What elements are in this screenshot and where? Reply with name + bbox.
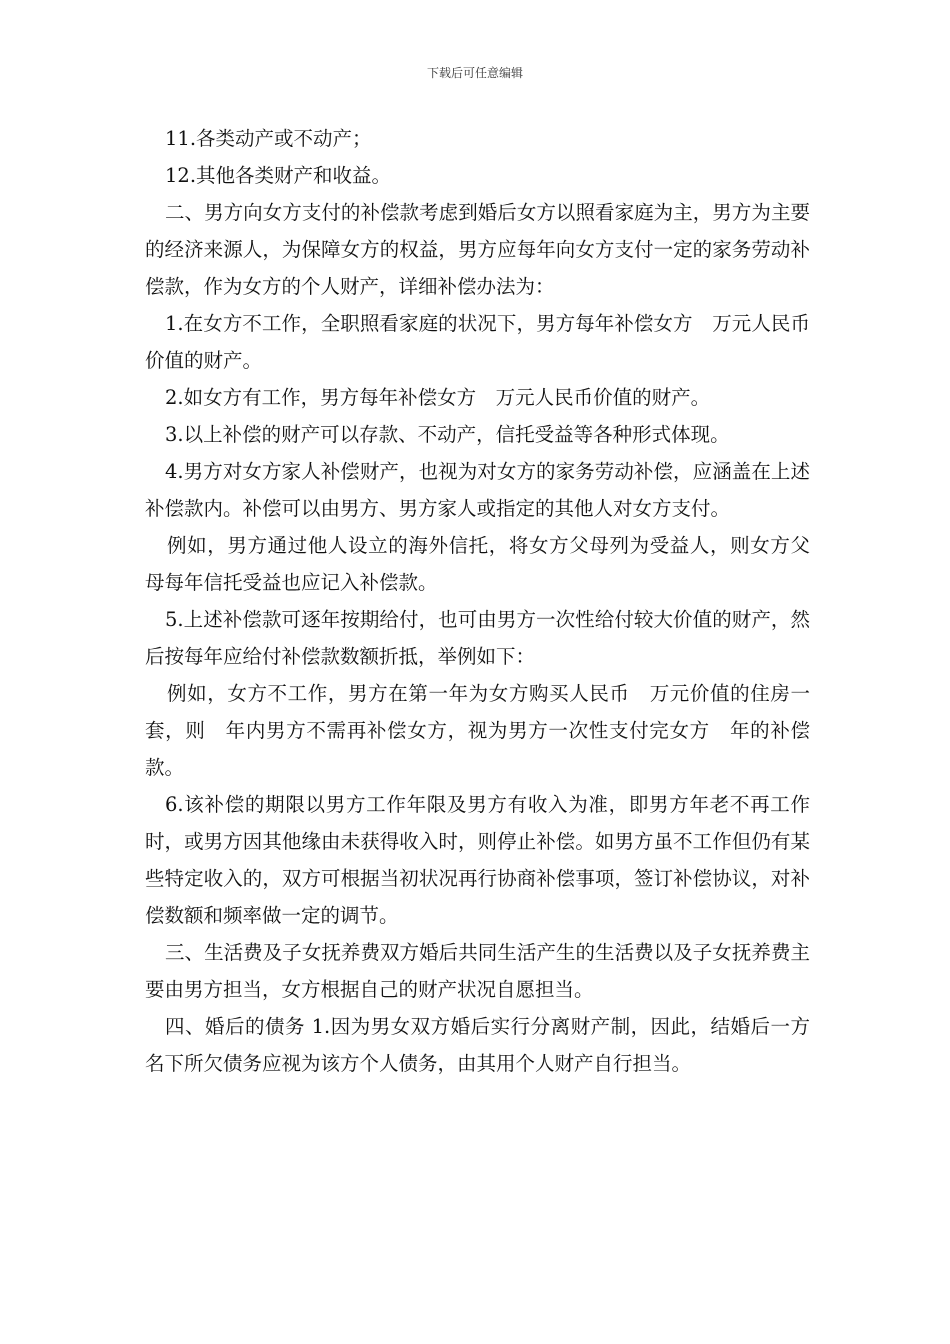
paragraph-item-6: 6.该补偿的期限以男方工作年限及男方有收入为准，即男方年老不再工作时，或男方因其他缘由未获得收入时，则停止补偿。如男方虽不工作但仍有某些特定收入的，双方可根据当初状况再行协商补偿事项，签订补偿协议，对补偿数额和频率做一定的调节。 xyxy=(145,793,810,927)
paragraph-section-4: 四、婚后的债务 1.因为男女双方婚后实行分离财产制，因此，结婚后一方名下所欠债务应视为该方个人债务，由其用个人财产自行担当。 xyxy=(145,1015,810,1075)
paragraph-item-4: 4.男方对女方家人补偿财产，也视为对女方的家务劳动补偿，应涵盖在上述补偿款内。补偿可以由男方、男方家人或指定的其他人对女方支付。 xyxy=(145,460,810,520)
page-header: 下载后可任意编辑 xyxy=(426,66,523,80)
paragraph-example-2: 例如，女方不工作，男方在第一年为女方购买人民币 万元价值的住房一套，则 年内男方不需再补偿女方，视为男方一次性支付完女方 年的补偿款。 xyxy=(145,682,810,779)
document-body xyxy=(145,120,810,1082)
paragraph-section-2: 二、男方向女方支付的补偿款考虑到婚后女方以照看家庭为主，男方为主要的经济来源人，为保障女方的权益，男方应每年向女方支付一定的家务劳动补偿款，作为女方的个人财产，详细补偿办法为： xyxy=(145,201,810,298)
paragraph-item-12: 12.其他各类财产和收益。 xyxy=(165,164,392,187)
paragraph-item-3: 3.以上补偿的财产可以存款、不动产，信托受益等各种形式体现。 xyxy=(165,423,730,446)
paragraph-section-3: 三、生活费及子女抚养费双方婚后共同生活产生的生活费以及子女抚养费主要由男方担当，女方根据自己的财产状况自愿担当。 xyxy=(145,941,810,1001)
paragraph-example-1: 例如，男方通过他人设立的海外信托，将女方父母列为受益人，则女方父母每年信托受益也应记入补偿款。 xyxy=(145,534,810,594)
paragraph-item-2: 2.如女方有工作，男方每年补偿女方 万元人民币价值的财产。 xyxy=(165,386,711,409)
paragraph-item-11: 11.各类动产或不动产； xyxy=(165,127,372,150)
paragraph-item-1: 1.在女方不工作，全职照看家庭的状况下，男方每年补偿女方 万元人民币价值的财产。 xyxy=(145,312,810,372)
paragraph-item-5: 5.上述补偿款可逐年按期给付，也可由男方一次性给付较大价值的财产，然后按每年应给付补偿款数额折抵，举例如下： xyxy=(145,608,810,668)
